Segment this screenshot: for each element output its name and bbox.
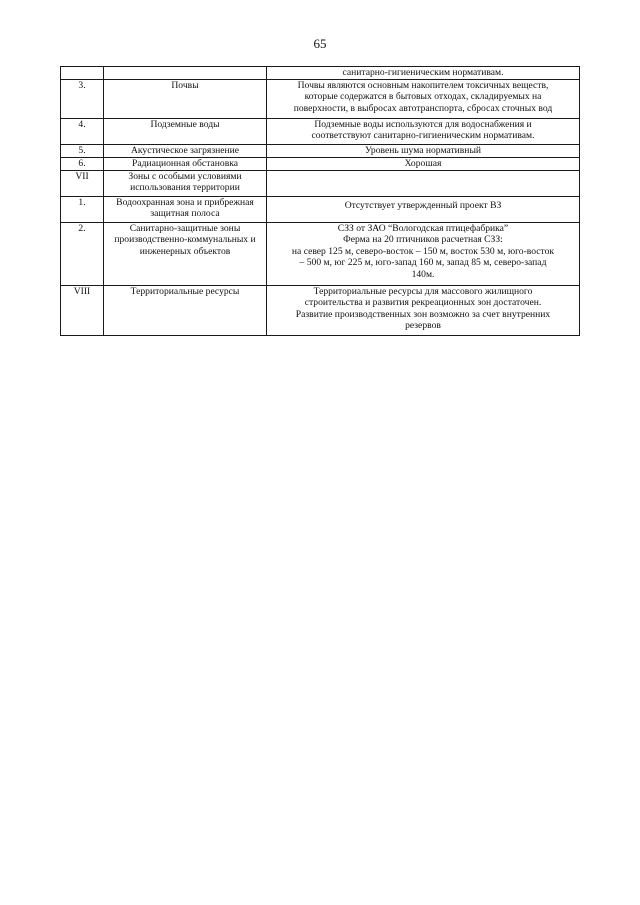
- cell-name: [104, 119, 267, 145]
- cell-number: 2.: [61, 223, 104, 286]
- cell-line: использования территории: [130, 182, 240, 194]
- cell-description: [267, 223, 580, 286]
- cell-description: [267, 171, 580, 197]
- cell-line: Уровень шума нормативный: [364, 145, 482, 156]
- cell-line: 140м.: [411, 268, 435, 280]
- table-row: [61, 145, 580, 158]
- cell-description: [267, 80, 580, 119]
- cell-name: [104, 223, 267, 286]
- cell-number: 1.: [61, 197, 104, 223]
- cell-line: поверхности, в выбросах автотранспорта, сбросах сточных вод: [293, 102, 553, 114]
- cell-line: Радиационная обстановка: [131, 158, 238, 169]
- cell-line: Развитие производственных зон возможно за счет внутренних: [295, 308, 551, 320]
- cell-line: – 500 м, юг 225 м, юго-запад 160 м, запад 85 м, северо-запад: [299, 257, 547, 269]
- cell-name: [104, 171, 267, 197]
- cell-line: соответствуют санитарно-гигиеническим нормативам.: [311, 130, 535, 142]
- table-row: [61, 223, 580, 286]
- cell-line: Зоны с особыми условиями: [128, 171, 242, 182]
- cell-name: [104, 286, 267, 336]
- cell-line: строительства и развития рекреационных зон достаточен.: [304, 297, 542, 309]
- cell-line: санитарно-гигиеническим нормативам.: [342, 67, 504, 78]
- cell-description: [267, 67, 580, 80]
- cell-description: [267, 145, 580, 158]
- cell-line: СЗЗ от ЗАО “Вологодская птицефабрика”: [337, 223, 509, 234]
- cell-number: 6.: [61, 158, 104, 171]
- cell-line: Подземные воды используются для водоснабжения и: [314, 119, 532, 130]
- table-row: [61, 80, 580, 119]
- cell-number: 4.: [61, 119, 104, 145]
- table-row: [61, 286, 580, 336]
- cell-number: VII: [61, 171, 104, 197]
- table-row: [61, 119, 580, 145]
- cell-line: на север 125 м, северо-восток – 150 м, восток 530 м, юго-восток: [291, 245, 555, 257]
- cell-description: [267, 158, 580, 171]
- cell-number: 3.: [61, 80, 104, 119]
- cell-number: [61, 67, 104, 80]
- cell-name: [104, 145, 267, 158]
- cell-name: [104, 67, 267, 80]
- cell-line: Ферма на 20 птичников расчетная СЗЗ:: [343, 234, 503, 246]
- cell-line: и инженерных объектов: [139, 234, 256, 257]
- table-row: [61, 67, 580, 80]
- cell-name: [104, 158, 267, 171]
- cell-line: производственно-коммунальных: [114, 234, 249, 246]
- cell-line: Санитарно-защитные зоны: [129, 223, 241, 234]
- cell-line: Отсутствует утвержденный проект ВЗ: [344, 200, 502, 211]
- cell-line: Территориальные: [130, 286, 204, 297]
- cell-number: 5.: [61, 145, 104, 158]
- cell-line: Почвы являются основным накопителем токсичных веществ,: [297, 80, 549, 91]
- cell-line: Хорошая: [404, 158, 442, 169]
- page-number: 65: [313, 36, 327, 51]
- table-row: [61, 171, 580, 197]
- cell-line: которые содержатся в бытовых отходах, складируемых на: [304, 91, 542, 103]
- data-table: [60, 66, 580, 336]
- cell-number: VIII: [61, 286, 104, 336]
- cell-line: резервов: [405, 320, 441, 332]
- cell-line: прибрежная защитная полоса: [150, 197, 254, 220]
- cell-description: [267, 286, 580, 336]
- cell-line: Акустическое загрязнение: [130, 145, 240, 156]
- cell-line: Территориальные ресурсы для массового жилищного: [313, 286, 533, 297]
- cell-name: [104, 80, 267, 119]
- table-row: [61, 197, 580, 223]
- cell-description: [267, 119, 580, 145]
- cell-line: ресурсы: [205, 286, 240, 297]
- cell-line: Почвы: [171, 80, 199, 91]
- table-row: [61, 158, 580, 171]
- cell-line: Водоохранная зона и: [116, 197, 202, 208]
- cell-name: [104, 197, 267, 223]
- cell-line: Подземные воды: [150, 119, 220, 130]
- cell-description: [267, 197, 580, 223]
